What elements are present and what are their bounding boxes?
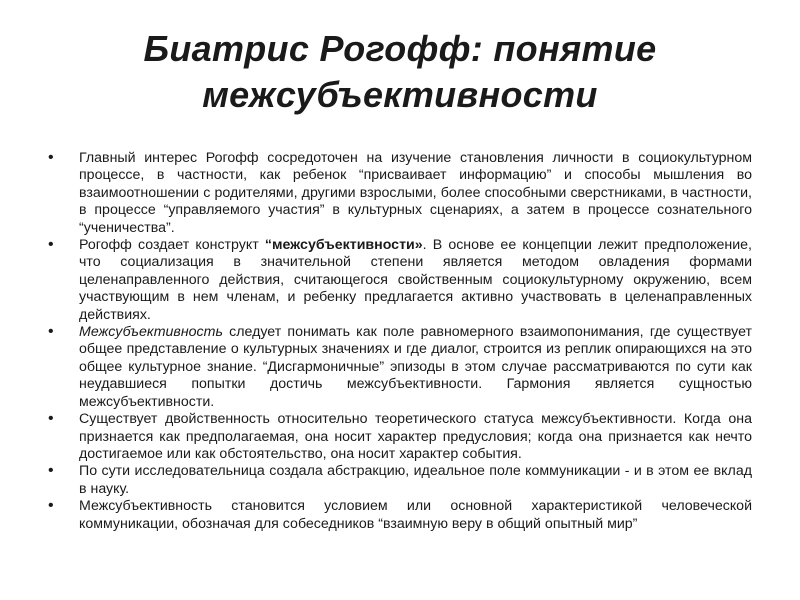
bullet-item: [48, 324, 752, 411]
bullet-term-bold: “межсубъективности»: [264, 237, 423, 254]
bullet-text: Главный интерес Рогофф сосредоточен на изучение становления личности в социокультурном процессе, в частности, как ребенок “присваивает информацию” и способы мышления во взаимоотношении с родителями, другими взрослыми, более способными сверстниками, в частности, в процессе “управляемого участия” в культурных сценариях, а затем в процессе сознательного “ученичества”.: [79, 150, 752, 236]
bullet-item: [48, 237, 752, 324]
bullet-list: [48, 150, 752, 533]
bullet-item: [48, 411, 752, 463]
bullet-item: [48, 150, 752, 237]
bullet-text: Существует двойственность относительно теоретического статуса межсубъективности. Когда она признается как предполагаемая, она носит характер предусловия; когда она признается как нечто достигаемое или как обстоятельство, она носит характер события.: [79, 411, 752, 462]
bullet-text-suffix: . В основе ее концепции лежит предположение, что социализация в значительной степени является методом овладения формами целенаправленного действия, считающегося свойственным социокультурному окружению, всем участвующим в нем членам, и ребенку предлагается активно участвовать в целенаправленных действиях.: [79, 237, 752, 323]
slide-title: [40, 26, 760, 118]
bullet-text-suffix: следует понимать как поле равномерного взаимопонимания, где существует общее представление о культурных значениях и где диалог, строится из реплик опирающихся на это общее культурное знание. “Дисгармоничные” эпизоды в этом случае рассматриваются по сути как неудавшиеся попытки достичь межсубъективности. Гармония является сущностью межсубъективности.: [79, 324, 752, 410]
slide-title-line-1: Биатрис Рогофф: понятие: [143, 28, 657, 69]
bullet-item: [48, 463, 752, 498]
bullet-item: [48, 498, 752, 533]
slide-title-line-2: межсубъективности: [202, 74, 598, 115]
bullet-text-prefix: Рогофф создает конструкт: [79, 237, 265, 254]
bullet-term-italic: Межсубъективность: [79, 324, 223, 341]
bullet-text: По сути исследовательница создала абстракцию, идеальное поле коммуникации - и в этом ее вклад в науку.: [79, 463, 752, 497]
bullet-text: Межсубъективность становится условием или основной характеристикой человеческой коммуникации, обозначая для собеседников “взаимную веру в общий опытный мир”: [79, 498, 752, 532]
